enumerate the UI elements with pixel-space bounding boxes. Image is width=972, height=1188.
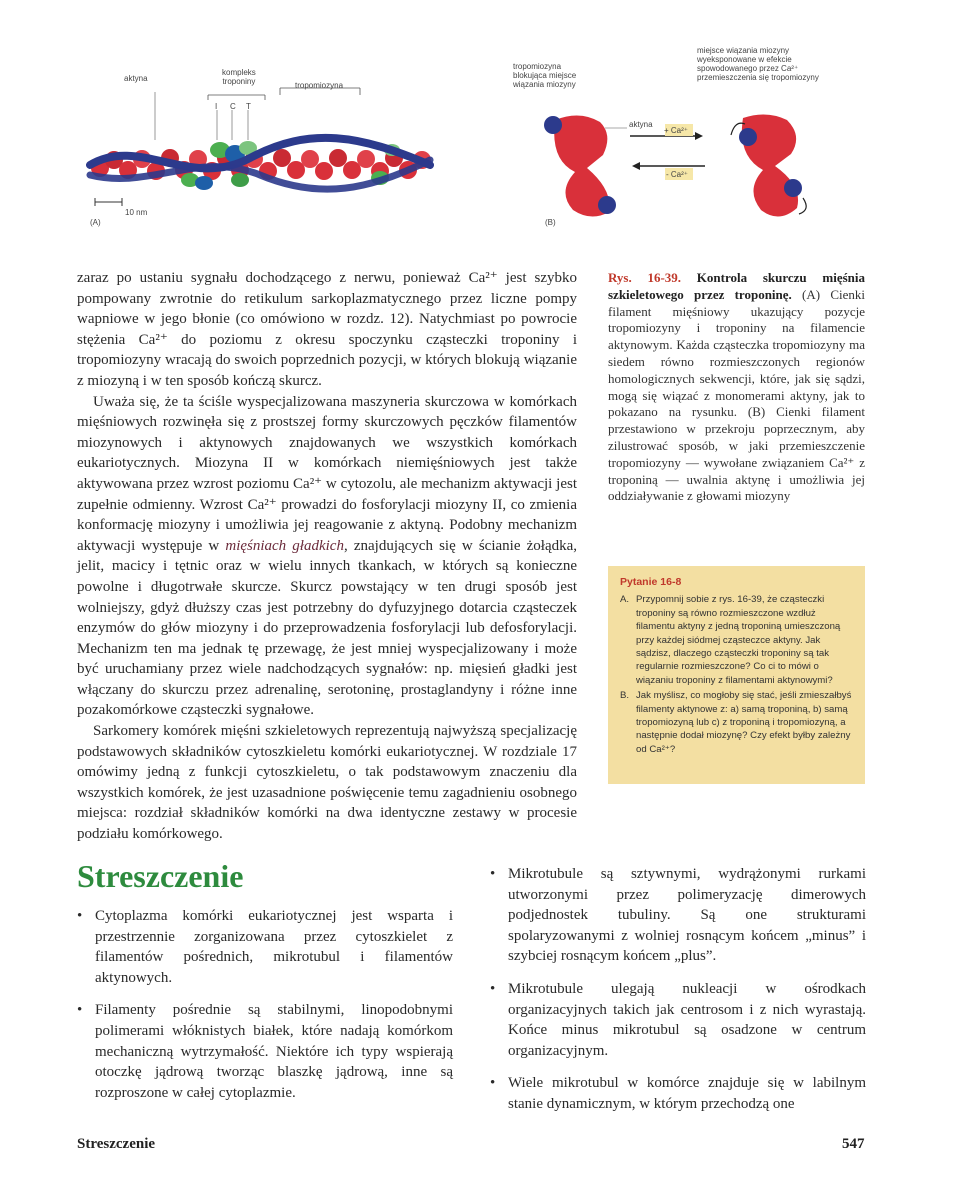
panel-label-a: (A) bbox=[90, 218, 101, 227]
scale-bar-label: 10 nm bbox=[125, 208, 148, 217]
summary-bullet bbox=[77, 906, 453, 988]
question-item-a bbox=[620, 593, 855, 687]
question-item-b bbox=[620, 689, 855, 756]
label-plus-ca: + Ca²⁺ bbox=[664, 126, 689, 135]
bullet-text: Filamenty pośrednie są stabilnymi, linopodobnymi polimerami włóknistych białek, które nadają komórkom mechaniczną wytrzymałość. Niektóre ich typy wspierają otoczkę jądrową tworząc blaszkę jądrową, inne są rozproszone w całej cytoplazmie. bbox=[95, 1002, 453, 1101]
question-text-a: Przypomnij sobie z rys. 16-39, że cząsteczki troponiny są równo rozmieszczone wzdłuż filamentu aktyny z jedną troponiną umieszczoną przy każdej siódmej cząsteczce aktyny. Jak sądzisz, dlaczego cząsteczki troponiny są tak regularnie rozmieszczone? Co ci to mówi o wiązaniu troponiny z filamentami aktynowymi? bbox=[636, 594, 841, 686]
question-key-a: A. bbox=[620, 594, 630, 606]
body-paragraph-2-rest: , znajdujących się w ścianie żołądka, jelit, macicy i tętnic oraz w wielu innych tkankach, w których są konieczne powolne i długotrwałe skurcze. Skurcz powstający w ten drugi sposób jest wolniejszy, gdyż dłuższy czas jest potrzebny do dyfuzyjnego dotarcia cząsteczek enzymów do głów miozyny i do przeprowadzenia fosforylacji lub defosforylacji. Mechanizm ten ma jednak tę przewagę, że jest mniej wyspecjalizowany i może być uruchamiany przez wiele nadchodzących sygnałów: np. mięsień gładki jest włączany do skurczu przez adrenalinę, serotoninę, prostaglandyny i różne inne pozakomórkowe cząsteczki sygnałowe. bbox=[77, 537, 578, 719]
caption-title: Kontrola skurczu mięśnia szkieletowego przez troponinę. bbox=[608, 270, 865, 302]
label-troponin-c: C bbox=[230, 102, 236, 111]
bullet-dot: • bbox=[490, 866, 496, 882]
bullet-text: Mikrotubule ulegają nukleacji w ośrodkach organizacyjnych takich jak centrosom i z nich wyrastają. Końce minus mikrotubul są osadzone w centrum organizacyjnym. bbox=[508, 980, 866, 1059]
question-box bbox=[608, 566, 865, 784]
bullet-dot: • bbox=[77, 1002, 83, 1019]
body-paragraph-1: zaraz po ustaniu sygnału dochodzącego z nerwu, ponieważ Ca²⁺ jest szybko pompowany zwrotnie do retikulum sarkoplazmatycznego przez liczne pompy wapniowe w jego błonie (co omówiono w rozdz. 12). Natychmiast po powrocie stężenia Ca²⁺ do poziomu z okresu spoczynku cząsteczki troponiny i tropomiozyny wracają do swoich poprzednich pozycji, w których blokują wiązanie z miozyną i w ten sposób kończą skurcz. bbox=[77, 270, 577, 389]
footer-section-title: Streszczenie bbox=[77, 1136, 156, 1152]
summary-heading: Streszczenie bbox=[77, 858, 244, 894]
figure-caption bbox=[608, 270, 865, 505]
figure-b bbox=[505, 40, 875, 230]
bullet-dot: • bbox=[77, 908, 83, 924]
bullet-text: Mikrotubule są sztywnymi, wydrążonymi rurkami utworzonymi przez polimeryzację dimerowych podjednostek tubuliny. Są one strukturami spolaryzowanymi z wolniej rosnącym końcem „minus” i szybciej rosnącym końcem „plus”. bbox=[508, 866, 866, 965]
label-binding-site-exposed: miejsce wiązania miozyny wyeksponowane w efekcie spowodowanego przez Ca²⁺ przemieszczenia się tropomiozyny bbox=[697, 46, 819, 82]
summary-bullet bbox=[77, 1000, 453, 1103]
body-paragraph-2-text: Uważa się, że ta ściśle wyspecjalizowana maszyneria skurczowa w komórkach mięśniowych rozwinęła się z prostszej formy skurczowych pęczków filamentów miozynowych i aktynowych znajdowanych we wszystkich komórkach eukariotycznych. Miozyna II w komórkach niemięśniowych jest także aktywowana przez wzrost poziomu Ca²⁺ w cytozolu, ale mechanizm aktywacji jest zupełnie odmienny. Wzrost Ca²⁺ prowadzi do fosforylacji miozyny II, co zmienia konformację miozyny i umożliwia jej reagowanie z aktyną. Podobny mechanizm aktywacji występuje w bbox=[77, 393, 577, 554]
smooth-muscle-term: mięśniach gładkich bbox=[225, 537, 344, 554]
body-paragraph-3: Sarkomery komórek mięśni szkieletowych reprezentują najwyższą specjalizację podstawowych składników cytoszkieletu komórki eukariotycznej. W rozdziale 17 omówimy jedną z funkcji cytoszkieletu, o tak podstawowym znaczeniu dla wszystkich komórek, że jest uzasadnione poświęcenie temu zagadnieniu osobnego miejsca: rozdział składników komórki na dwa identyczne zestawy w procesie podziału komórkowego. bbox=[77, 723, 577, 843]
bullet-text: Cytoplazma komórki eukariotycznej jest wsparta i przestrzennie zorganizowana przez cytoszkielet z filamentów pośrednich, mikrotubul i filamentów aktynowych. bbox=[95, 908, 453, 986]
bullet-dot: • bbox=[490, 1075, 496, 1092]
bullet-text: Wiele mikrotubul w komórce znajduje się w labilnym stanie dynamicznym, w którym przechodzą one bbox=[508, 1075, 866, 1112]
summary-bullet bbox=[490, 864, 866, 967]
body-text bbox=[77, 268, 577, 845]
question-title: Pytanie 16-8 bbox=[620, 576, 682, 588]
caption-number: Rys. 16-39. bbox=[608, 270, 682, 285]
question-key-b: B. bbox=[620, 690, 630, 702]
label-troponin-t: T bbox=[246, 102, 251, 111]
label-troponin-complex: kompleks troponiny bbox=[222, 68, 256, 86]
summary-left-column bbox=[77, 906, 453, 1115]
summary-bullet bbox=[490, 979, 866, 1061]
label-minus-ca: - Ca²⁺ bbox=[666, 170, 688, 179]
label-tropomyosin-blocking: tropomiozyna blokująca miejsce wiązania miozyny bbox=[513, 62, 577, 89]
panel-label-b: (B) bbox=[545, 218, 556, 227]
cross-section-diagram bbox=[505, 40, 875, 230]
summary-right-column bbox=[490, 864, 866, 1127]
figure-a bbox=[80, 40, 480, 230]
caption-text: (A) Cienki filament mięśniowy ukazujący pozycje tropomiozyny i troponiny na filamencie aktynowym. Każda cząsteczka tropomiozyny ma siedem równo rozmieszczonych regionów homologicznych sekwencji, które, jak się sądzi, mogą się wiązać z monomerami aktyny, jak to pokazano na rysunku. (B) Cienki filament przestawiono w przekroju poprzecznym, aby zilustrować sposób, w jaki przemieszczenie tropomiozyny — wywołane związaniem Ca²⁺ z troponiną — uwalnia aktynę i umożliwia jej oddziaływanie z głowami miozyny bbox=[608, 286, 865, 504]
body-paragraph-2 bbox=[77, 392, 577, 722]
label-troponin-i: I bbox=[215, 102, 218, 111]
label-tropomyosin-a: tropomiozyna bbox=[295, 81, 344, 90]
label-actin-a: aktyna bbox=[124, 74, 148, 83]
label-actin-b: aktyna bbox=[629, 120, 653, 129]
question-text-b: Jak myślisz, co mogłoby się stać, jeśli zmieszałbyś filamenty aktynowe z: a) samą troponiną, b) samą tropomiozyną lub c) z troponiną i tropomiozyną, a następnie dodał miozynę? Czy efekt byłby zależny od Ca²⁺? bbox=[636, 690, 852, 755]
page-number: 547 bbox=[842, 1136, 865, 1152]
summary-bullet bbox=[490, 1073, 866, 1114]
thin-filament-diagram bbox=[80, 40, 480, 230]
bullet-dot: • bbox=[490, 980, 496, 997]
